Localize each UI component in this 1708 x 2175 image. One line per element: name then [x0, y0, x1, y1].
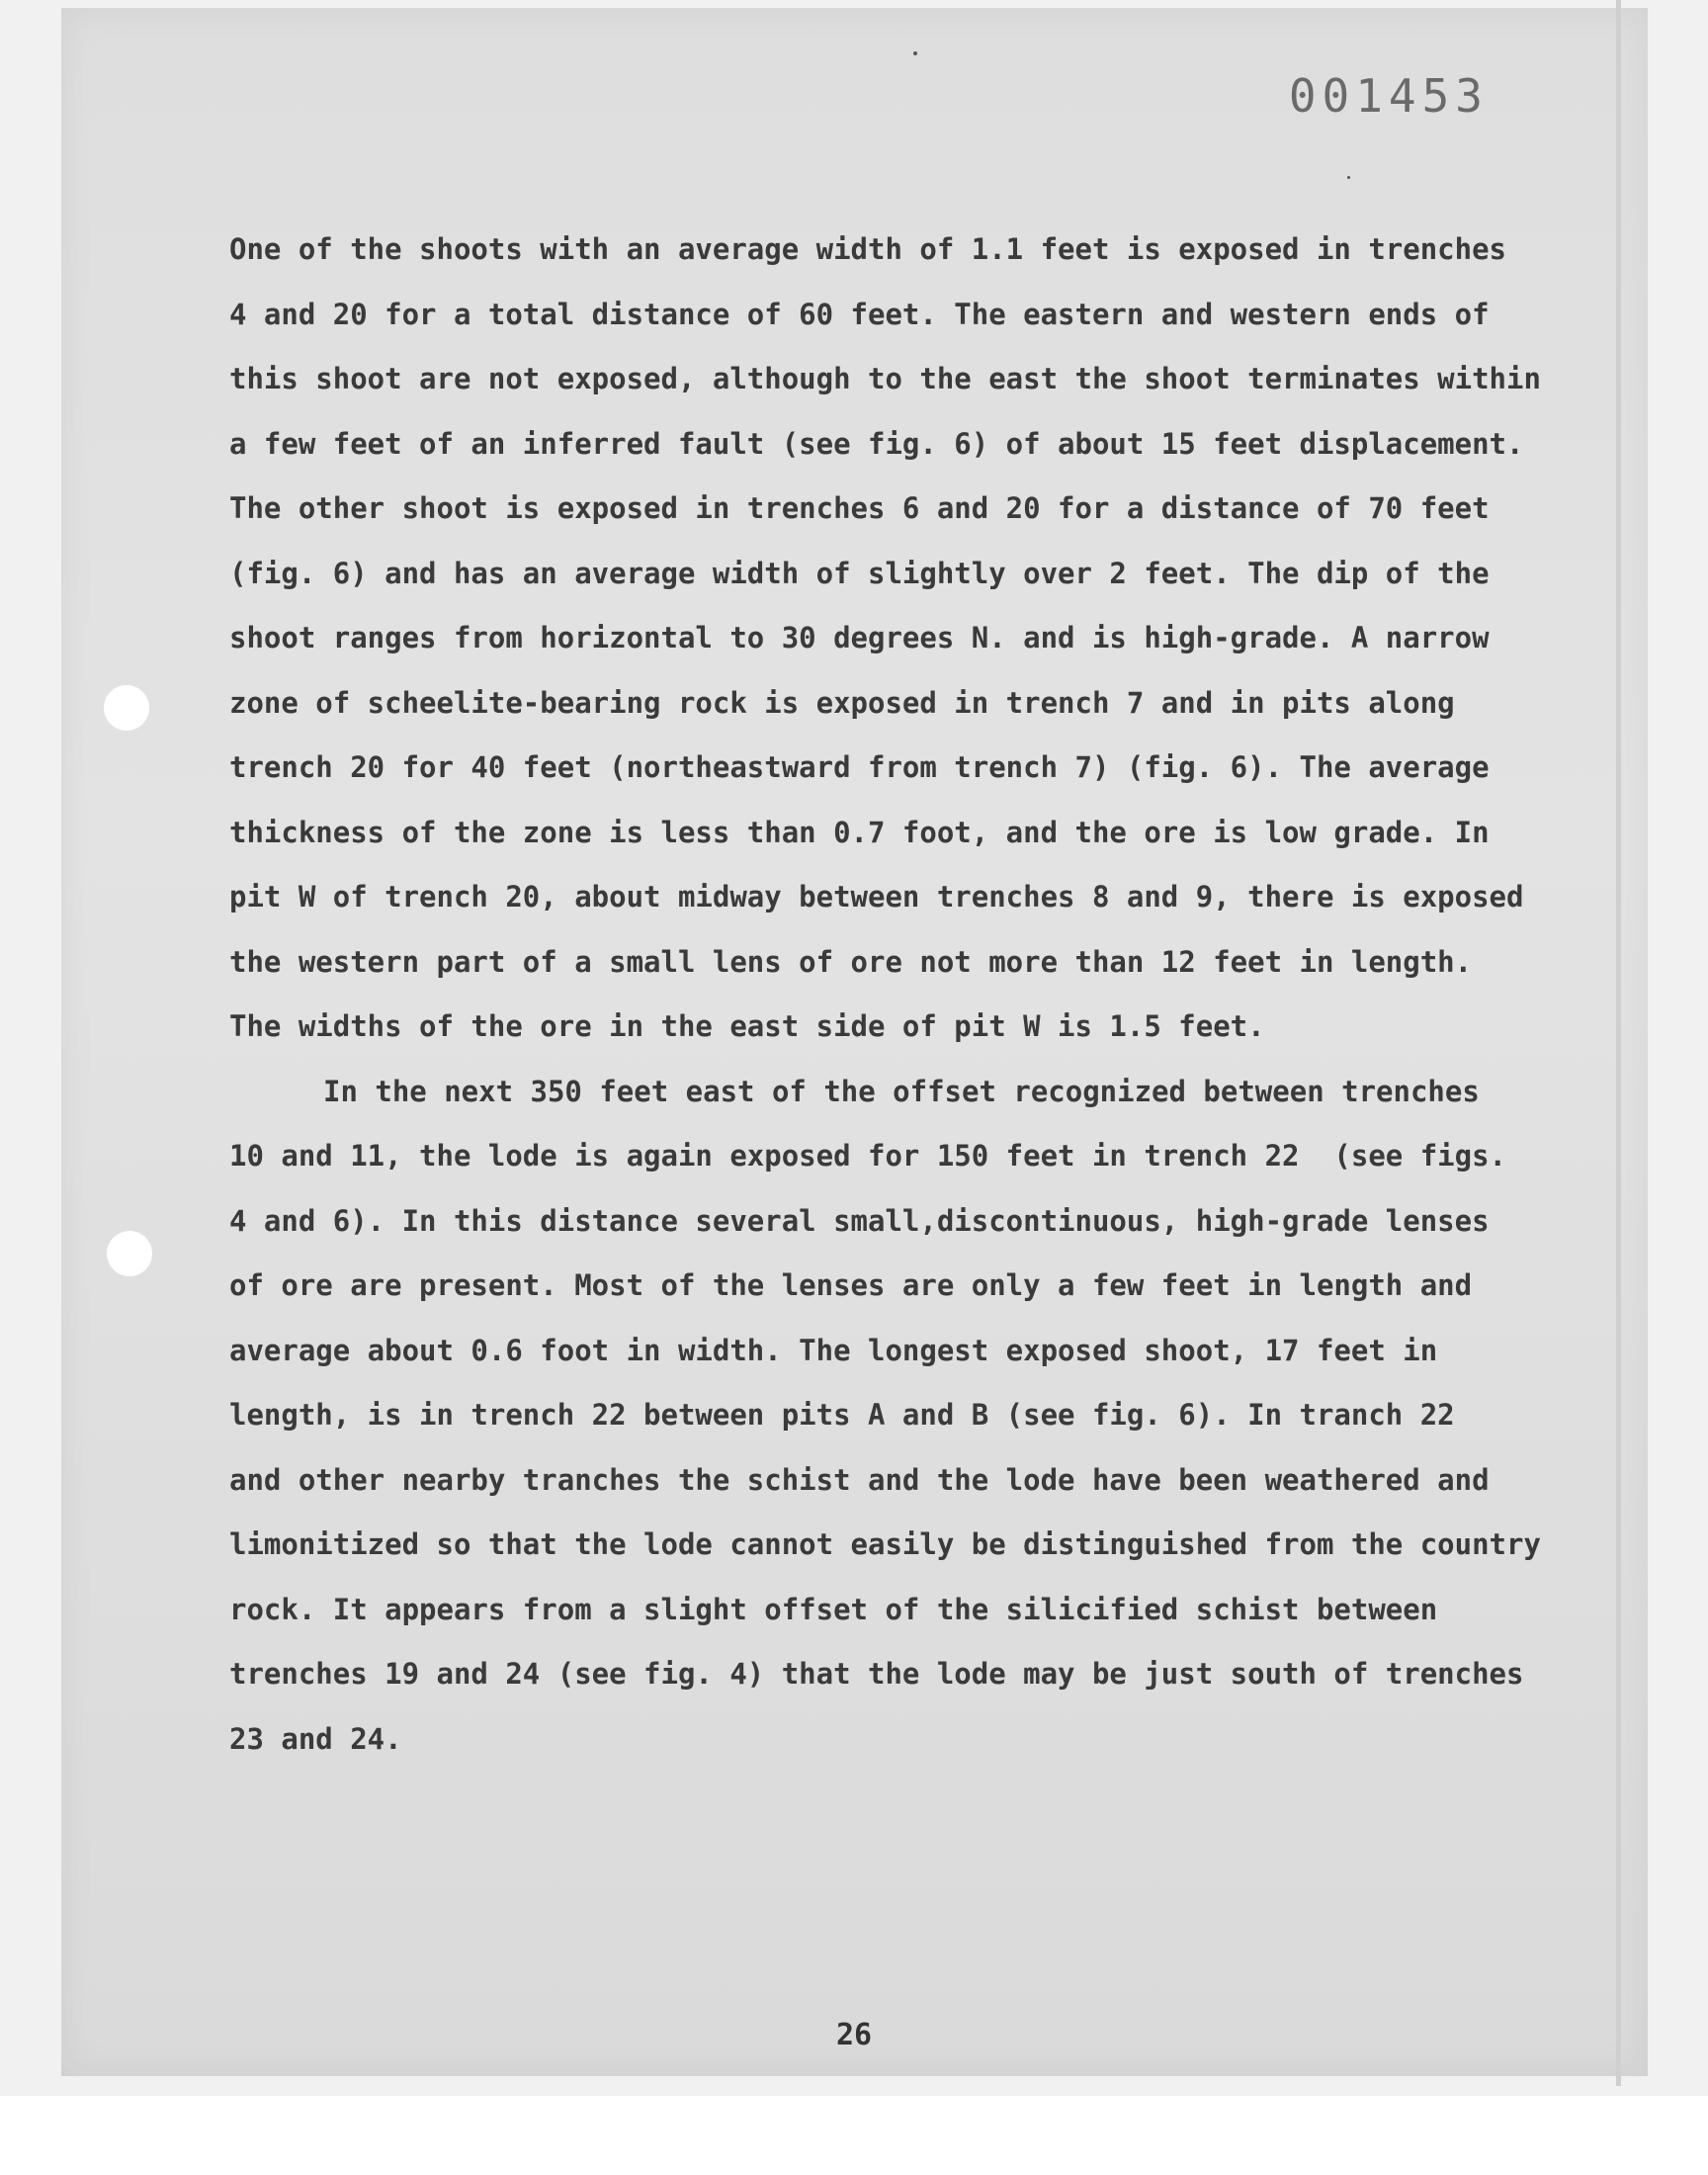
text-line: length, is in trench 22 between pits A and B (see fig. 6). In tranch 22	[229, 1398, 1455, 1432]
text-line: pit W of trench 20, about midway between trenches 8 and 9, there is exposed	[229, 880, 1524, 914]
text-line: limonitized so that the lode cannot easily be distinguished from the country	[229, 1527, 1541, 1561]
paragraph-2	[229, 1060, 1541, 1773]
text-line: a few feet of an inferred fault (see fig. 6) of about 15 feet displacement.	[229, 426, 1524, 461]
text-line: rock. It appears from a slight offset of the silicified schist between	[229, 1592, 1438, 1626]
body-text	[229, 218, 1541, 1772]
text-line: of ore are present. Most of the lenses are only a few feet in length and	[229, 1268, 1473, 1302]
scan-speck	[1347, 176, 1350, 179]
page-edge	[1616, 0, 1621, 2086]
text-line: One of the shoots with an average width of 1.1 feet is exposed in trenches	[229, 232, 1507, 266]
punch-hole-bottom	[107, 1231, 152, 1276]
text-line: zone of scheelite-bearing rock is exposed in trench 7 and in pits along	[229, 685, 1455, 720]
text-line: and other nearby tranches the schist and the lode have been weathered and	[229, 1462, 1490, 1497]
text-line: this shoot are not exposed, although to the east the shoot terminates within	[229, 362, 1541, 395]
text-line: In the next 350 feet east of the offset recognized between trenches	[323, 1074, 1480, 1108]
text-line: trench 20 for 40 feet (northeastward from trench 7) (fig. 6). The average	[229, 750, 1490, 784]
text-line: (fig. 6) and has an average width of slightly over 2 feet. The dip of the	[229, 556, 1490, 590]
text-line: 10 and 11, the lode is again exposed for 150 feet in trench 22 (see figs.	[229, 1139, 1507, 1173]
paragraph-1	[229, 218, 1541, 1060]
page-number: 26	[835, 2018, 873, 2052]
text-line: the western part of a small lens of ore not more than 12 feet in length.	[229, 944, 1473, 979]
document-number: 001453	[1288, 69, 1489, 123]
text-line: thickness of the zone is less than 0.7 foot, and the ore is low grade. In	[229, 815, 1490, 849]
text-line: 4 and 6). In this distance several small,discontinuous, high-grade lenses	[229, 1203, 1490, 1238]
text-line: trenches 19 and 24 (see fig. 4) that the lode may be just south of trenches	[229, 1657, 1524, 1691]
text-line: The other shoot is exposed in trenches 6 and 20 for a distance of 70 feet	[229, 491, 1490, 525]
text-line: shoot ranges from horizontal to 30 degrees N. and is high-grade. A narrow	[229, 621, 1490, 654]
punch-hole-top	[104, 685, 149, 731]
text-line: 23 and 24.	[229, 1721, 402, 1756]
text-line: average about 0.6 foot in width. The longest exposed shoot, 17 feet in	[229, 1333, 1438, 1367]
text-line: The widths of the ore in the east side of pit W is 1.5 feet.	[229, 1009, 1265, 1043]
text-line: 4 and 20 for a total distance of 60 feet. The eastern and western ends of	[229, 297, 1490, 331]
scan-speck	[913, 51, 917, 55]
